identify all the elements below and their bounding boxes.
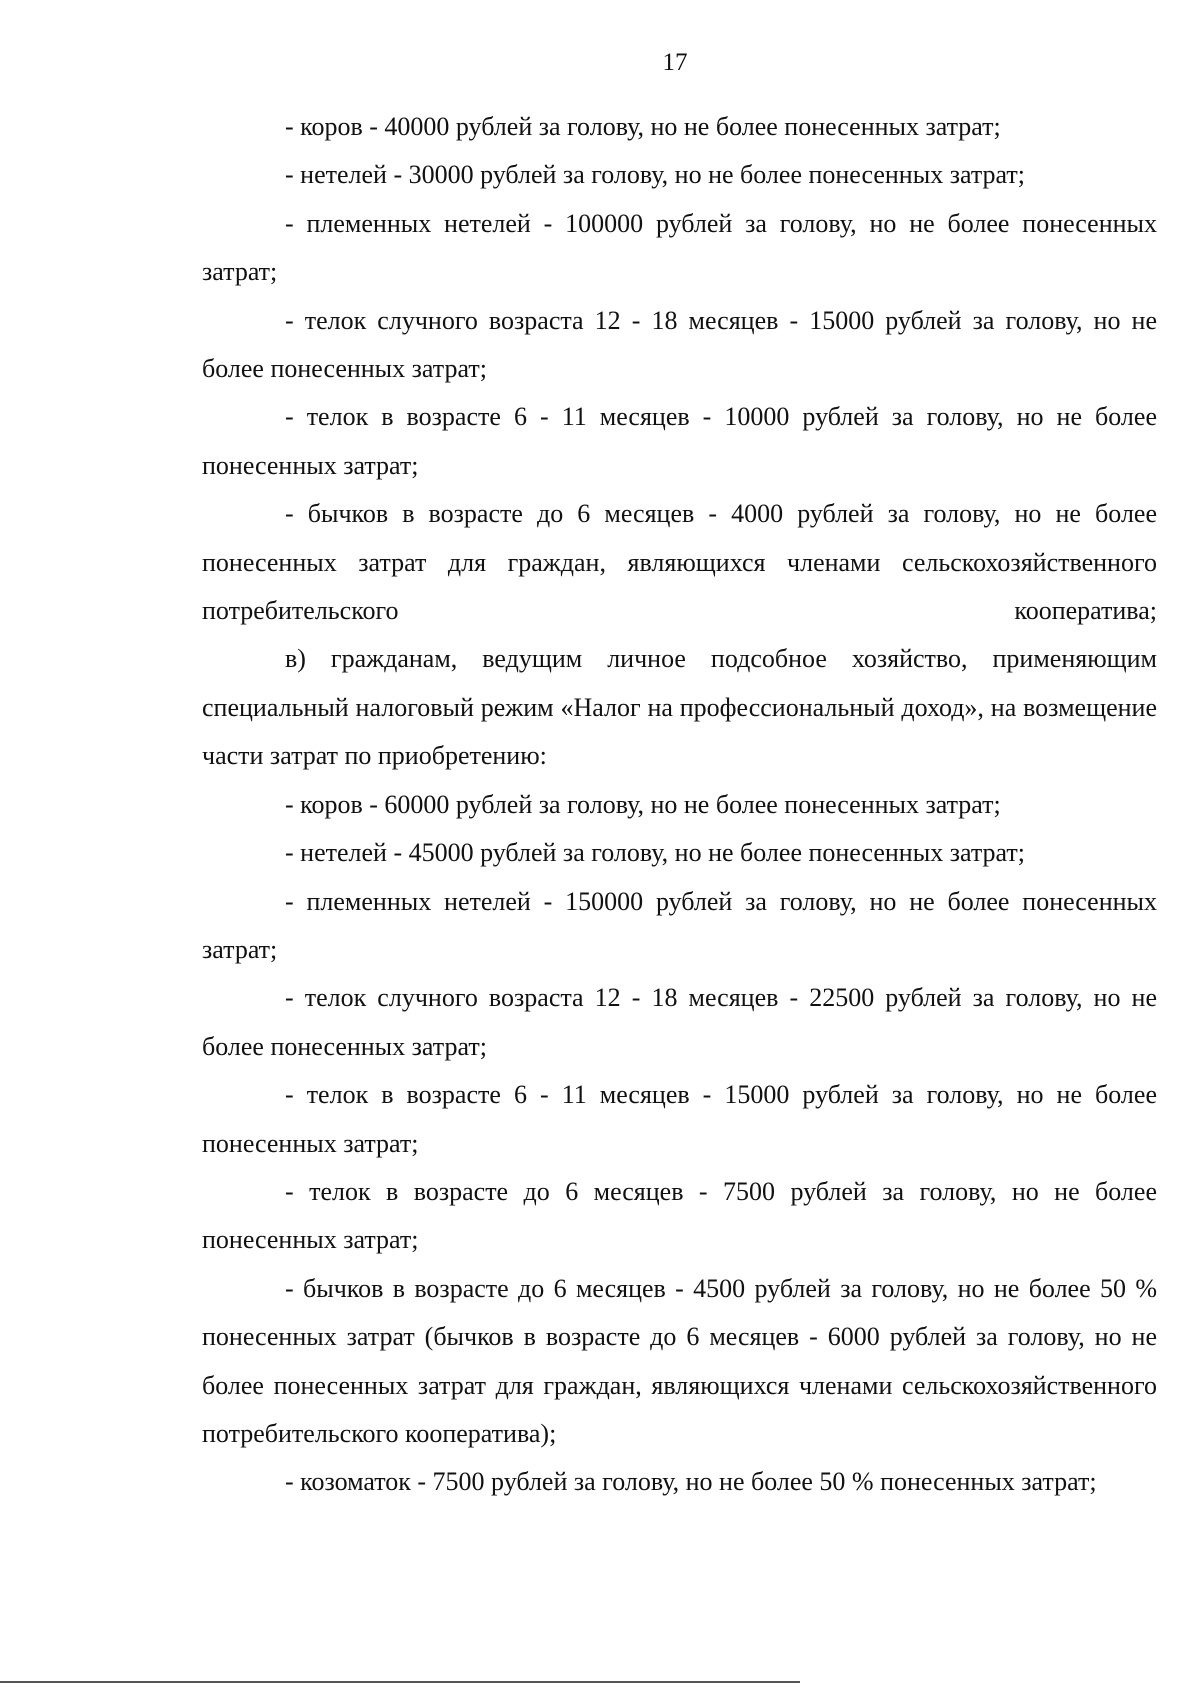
paragraph-14: - бычков в возрасте до 6 месяцев - 4500 рублей за голову, но не более 50 % понесенных затрат (бычков в возрасте до 6 месяцев - 6000 рублей за голову, но не более понесенных затрат для граждан, являющихся членами сельскохозяйственного потребительского кооператива); bbox=[202, 1273, 1157, 1448]
paragraph-6: - бычков в возрасте до 6 месяцев - 4000 рублей за голову, но не более понесенных затрат для граждан, являющихся членами сельскохозяйственного потребительского кооператива; bbox=[202, 499, 1157, 626]
paragraph-9: - нетелей - 45000 рублей за голову, но не более понесенных затрат; bbox=[285, 838, 1025, 868]
paragraph-10: - племенных нетелей - 150000 рублей за голову, но не более понесенных затрат; bbox=[202, 886, 1157, 964]
paragraph-1: - коров - 40000 рублей за голову, но не более понесенных затрат; bbox=[285, 112, 1001, 141]
paragraph-11: - телок случного возраста 12 - 18 месяцев - 22500 рублей за голову, но не более понесенных затрат; bbox=[202, 983, 1157, 1061]
bottom-rule bbox=[0, 1681, 800, 1683]
document-body bbox=[202, 103, 1157, 1507]
paragraph-5: - телок в возрасте 6 - 11 месяцев - 10000 рублей за голову, но не более понесенных затрат; bbox=[202, 402, 1157, 480]
paragraph-7: в) гражданам, ведущим личное подсобное хозяйство, применяющим специальный налоговый режим «Налог на профессиональный доход», на возмещение части затрат по приобретению: bbox=[202, 644, 1157, 771]
paragraph-2: - нетелей - 30000 рублей за голову, но не более понесенных затрат; bbox=[285, 160, 1025, 190]
paragraph-3: - племенных нетелей - 100000 рублей за голову, но не более понесенных затрат; bbox=[202, 208, 1157, 287]
page-number: 17 bbox=[662, 49, 688, 76]
paragraph-12: - телок в возрасте 6 - 11 месяцев - 15000 рублей за голову, но не более понесенных затрат; bbox=[202, 1080, 1157, 1158]
paragraph-8: - коров - 60000 рублей за голову, но не более понесенных затрат; bbox=[285, 789, 1001, 819]
paragraph-4: - телок случного возраста 12 - 18 месяцев - 15000 рублей за голову, но не более понесенных затрат; bbox=[202, 305, 1157, 384]
paragraph-13: - телок в возрасте до 6 месяцев - 7500 рублей за голову, но не более понесенных затрат; bbox=[202, 1176, 1157, 1255]
paragraph-15: - козоматок - 7500 рублей за голову, но не более 50 % понесенных затрат; bbox=[285, 1467, 1097, 1497]
